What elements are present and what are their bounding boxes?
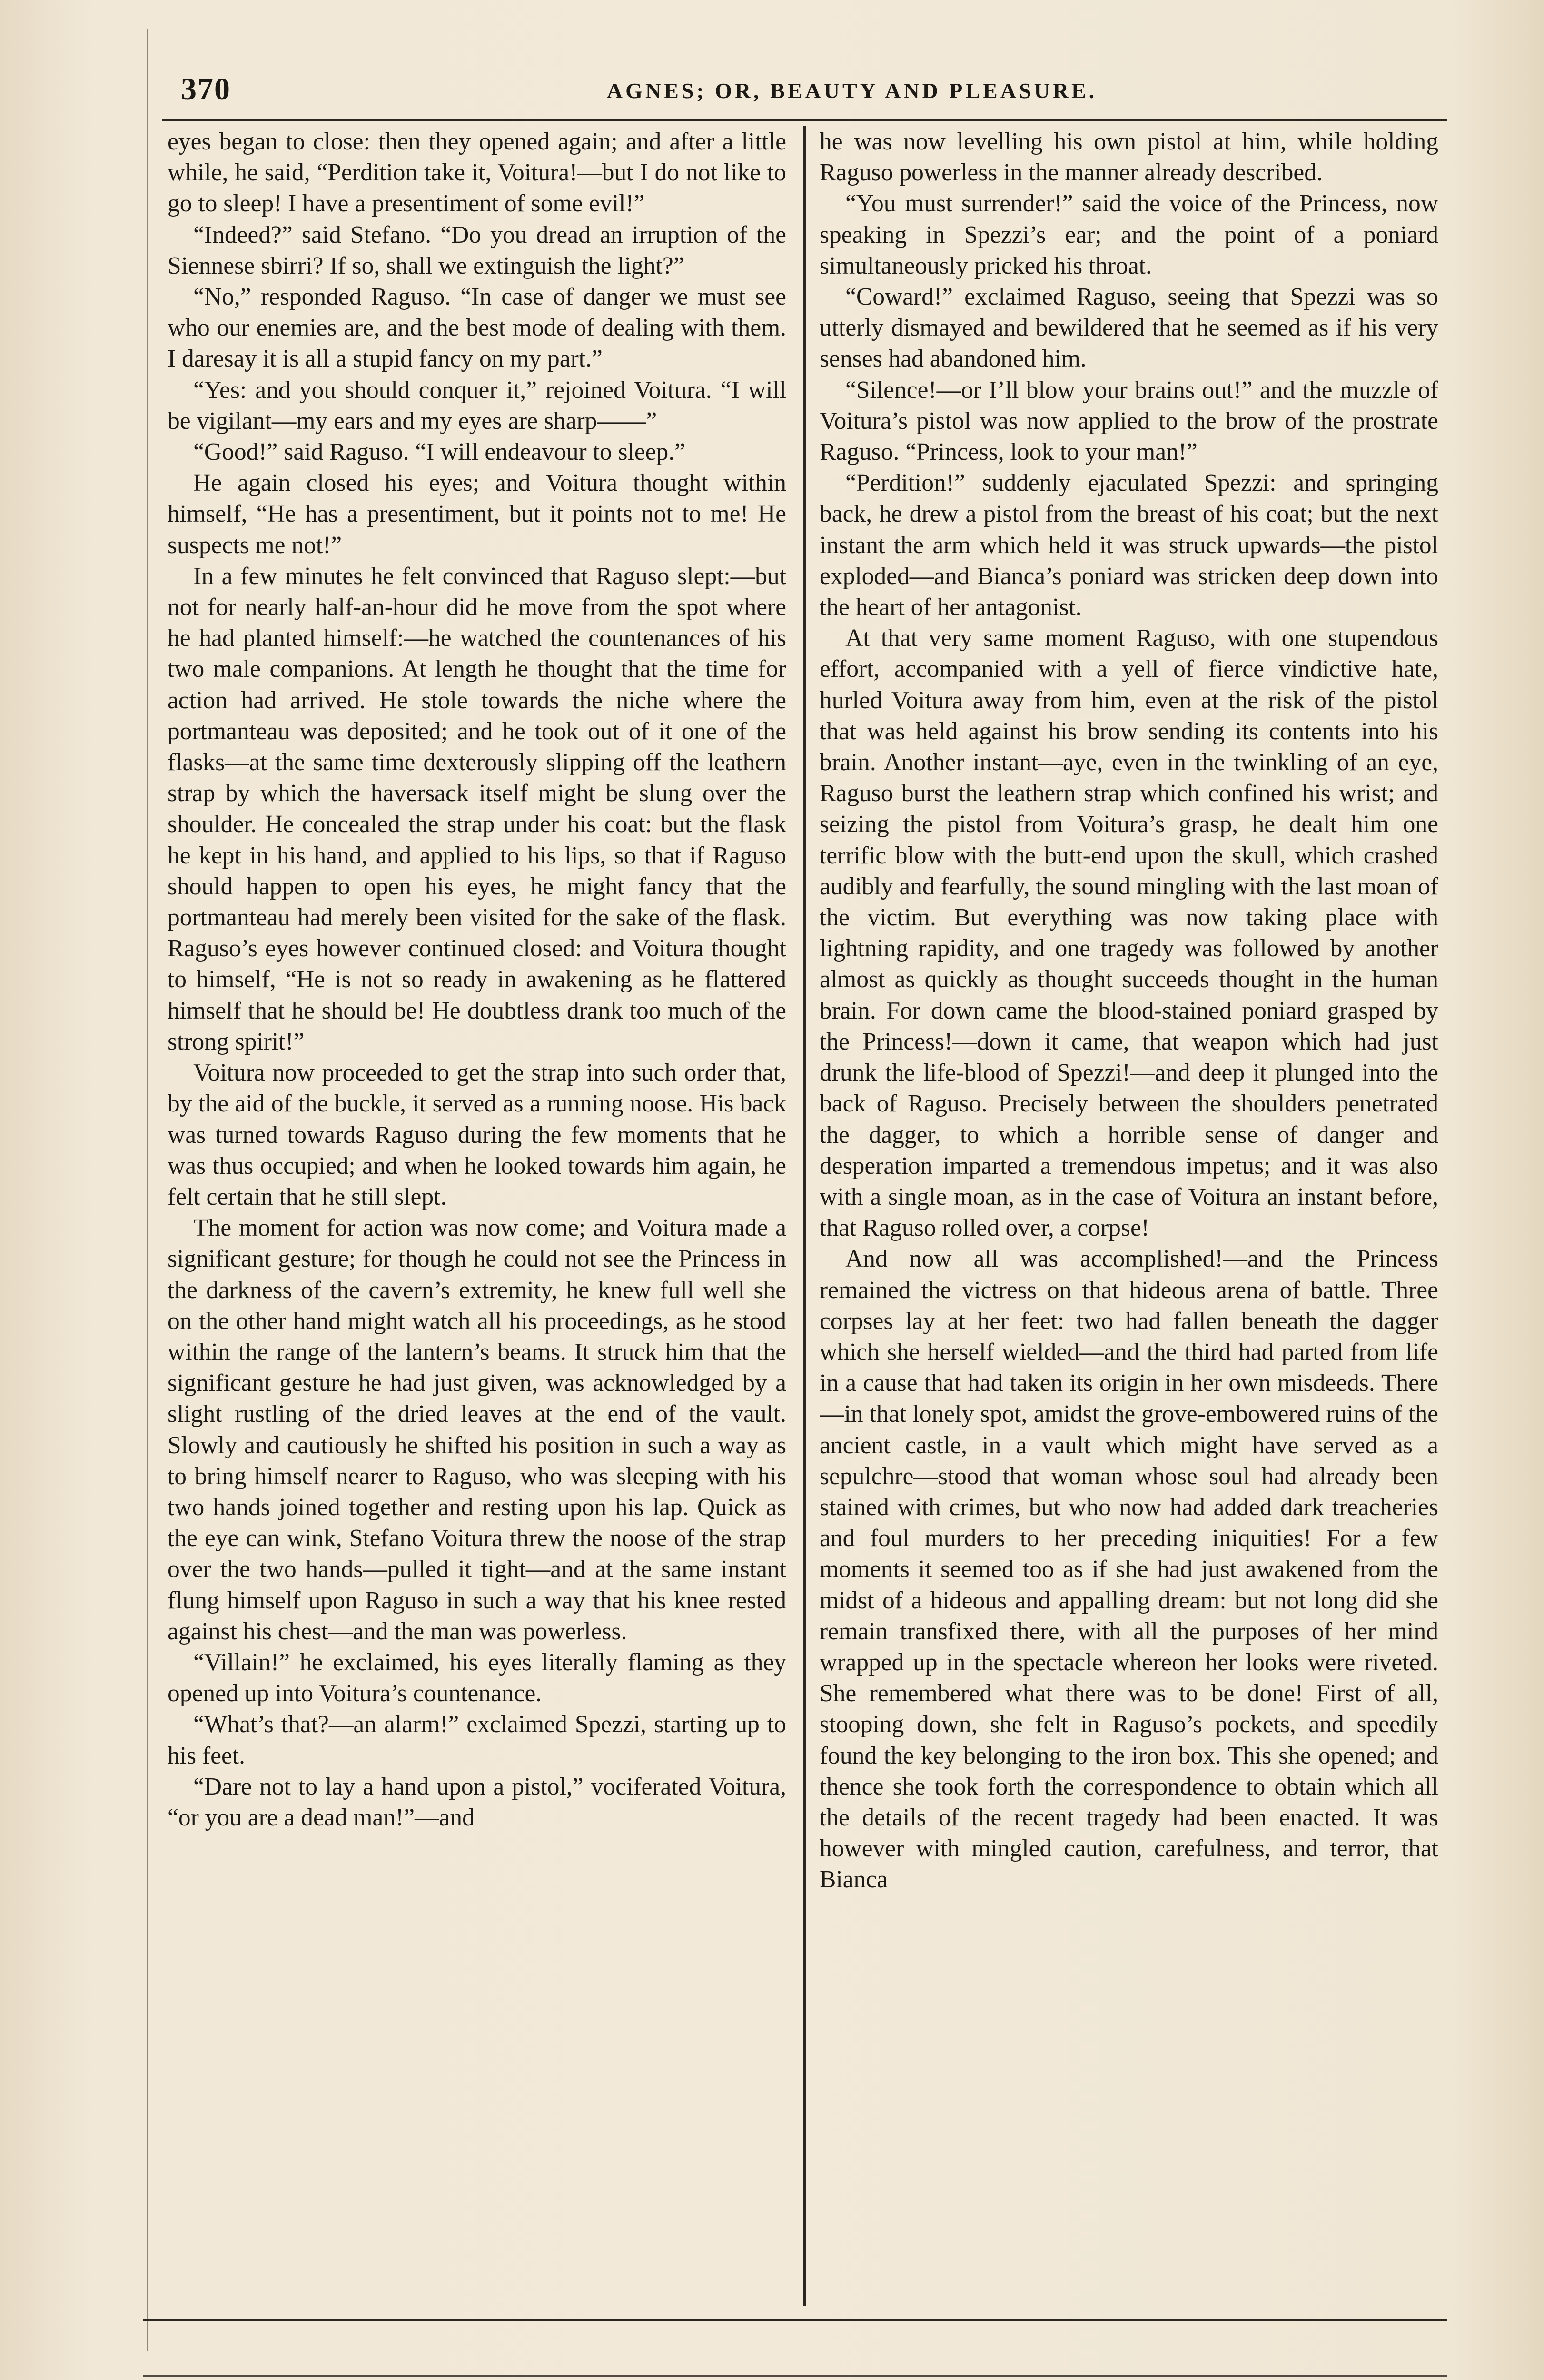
paragraph: “You must surrender!” said the voice of the Princess, now speaking in Spezzi’s ear; and the point of a poniard simultaneously pricked his throat. <box>820 190 1438 279</box>
paragraph: The moment for action was now come; and Voitura made a significant gesture; for though he could not see the Princess in the darkness of the cavern’s extremity, he knew full well she on the other hand might watch all his proceedings, as he stood within the range of the lantern’s beams. It struck him that the significant gesture he had just given, was acknowledged by a slight rustling of the dried leaves at the end of the vault. Slowly and cautiously he shifted his position in such a way as to bring himself nearer to Raguso, who was sleeping with his two hands joined together and resting upon his lap. Quick as the eye can wink, Stefano Voitura threw the noose of the strap over the two hands—pulled it tight—and at the same instant flung himself upon Raguso in such a way that his knee rested against his chest—and the man was powerless. <box>168 1214 786 1645</box>
paragraph: At that very same moment Raguso, with one stupendous effort, accompanied with a yell of fierce vindictive hate, hurled Voitura away from him, even at the risk of the pistol that was held against his brow sending its contents into his brain. Another instant—aye, even in the twinkling of an eye, Raguso burst the leathern strap which confined his wrist; and seizing the pistol from Voitura’s grasp, he dealt him one terrific blow with the butt-end upon the skull, which crashed audibly and fearfully, the sound mingling with the last moan of the victim. But everything was now taking place with lightning rapidity, and one tragedy was followed by another almost as quickly as thought succeeds thought in the human brain. For down came the blood-stained poniard grasped by the Princess!—down it came, that weapon which had just drunk the life-blood of Spezzi!—and deep it plunged into the back of Raguso. Precisely between the shoulders penetrated the dagger, to which a horrible sense of danger and desperation imparted a tremendous impetus; and it was also with a single moan, as in the case of Voitura an instant before, that Raguso rolled over, a corpse! <box>820 625 1438 1242</box>
page-number: 370 <box>181 72 231 107</box>
paragraph: “Coward!” exclaimed Raguso, seeing that Spezzi was so utterly dismayed and bewildered that he seemed as if his very senses had abandoned him. <box>820 283 1438 373</box>
page-header <box>181 71 1466 109</box>
column-divider <box>803 126 806 2306</box>
left-text-column <box>168 126 786 2301</box>
paragraph: he was now levelling his own pistol at him, while holding Raguso powerless in the manner already described. <box>820 128 1438 187</box>
paragraph: And now all was accomplished!—and the Princess remained the victress on that hideous arena of battle. Three corpses lay at her feet: two had fallen beneath the dagger which she herself wielded—and the third had parted from life in a cause that had taken its origin in her own misdeeds. There—in that lonely spot, amidst the grove-embowered ruins of the ancient castle, in a vault which might have served as a sepulchre—stood that woman whose soul had already been stained with crimes, but who now had added dark treacheries and foul murders to her preceding iniquities! For a few moments it seemed too as if she had just awakened from the midst of a hideous and appalling dream: but not long did she remain transfixed there, with all the purposes of her mind wrapped up in the spectacle whereon her looks were riveted. She remembered what there was to be done! First of all, stooping down, she felt in Raguso’s pockets, and speedily found the key belonging to the iron box. This she opened; and thence she took forth the correspondence to obtain which all the details of the recent tragedy had been enacted. It was however with mingled caution, carefulness, and terror, that Bianca <box>820 1245 1438 1894</box>
running-title: AGNES; OR, BEAUTY AND PLEASURE. <box>606 79 1098 103</box>
paragraph: Voitura now proceeded to get the strap into such order that, by the aid of the buckle, it served as a running noose. His back was turned towards Raguso during the few moments that he was thus occupied; and when he looked towards him again, he felt certain that he still slept. <box>168 1059 786 1210</box>
footer-rule-lower <box>143 2375 1447 2377</box>
paragraph: “What’s that?—an alarm!” exclaimed Spezzi, starting up to his feet. <box>168 1711 786 1769</box>
right-text-column <box>820 126 1438 2301</box>
paragraph: “Yes: and you should conquer it,” rejoined Voitura. “I will be vigilant—my ears and my eyes are sharp——” <box>168 376 786 435</box>
binding-edge-line <box>147 29 148 2351</box>
paragraph: “No,” responded Raguso. “In case of danger we must see who our enemies are, and the best mode of dealing with them. I daresay it is all a stupid fancy on my part.” <box>168 283 786 373</box>
paragraph: “Perdition!” suddenly ejaculated Spezzi: and springing back, he drew a pistol from the breast of his coat; but the next instant the arm which held it was struck upwards—the pistol exploded—and Bianca’s poniard was stricken deep down into the heart of her antagonist. <box>820 469 1438 621</box>
paragraph: He again closed his eyes; and Voitura thought within himself, “He has a presentiment, but it points not to me! He suspects me not!” <box>168 469 786 559</box>
paragraph: eyes began to close: then they opened again; and after a little while, he said, “Perdition take it, Voitura!—but I do not like to go to sleep! I have a presentiment of some evil!” <box>168 128 786 218</box>
paragraph: “Indeed?” said Stefano. “Do you dread an irruption of the Siennese sbirri? If so, shall we extinguish the light?” <box>168 221 786 279</box>
paragraph: “Villain!” he exclaimed, his eyes literally flaming as they opened up into Voitura’s countenance. <box>168 1648 786 1707</box>
paragraph: “Dare not to lay a hand upon a pistol,” vociferated Voitura, “or you are a dead man!”—and <box>168 1773 786 1831</box>
paragraph: “Silence!—or I’ll blow your brains out!” and the muzzle of Voitura’s pistol was now applied to the brow of the prostrate Raguso. “Princess, look to your man!” <box>820 376 1438 466</box>
footer-rule <box>143 2319 1447 2321</box>
paragraph: “Good!” said Raguso. “I will endeavour to sleep.” <box>193 438 686 466</box>
paragraph: In a few minutes he felt convinced that Raguso slept:—but not for nearly half-an-hour did he move from the spot where he had planted himself:—he watched the countenances of his two male companions. At length he thought that the time for action had arrived. He stole towards the niche where the portmanteau was deposited; and he took out of it one of the flasks—at the same time dexterously slipping off the leathern strap by which the haversack itself might be slung over the shoulder. He concealed the strap under his coat: but the flask he kept in his hand, and applied to his lips, so that if Raguso should happen to open his eyes, he might fancy that the portmanteau had merely been visited for the sake of the flask. Raguso’s eyes however continued closed: and Voitura thought to himself, “He is not so ready in awakening as he flattered himself that he should be! He doubtless drank too much of the strong spirit!” <box>168 562 786 1055</box>
header-rule <box>162 119 1447 121</box>
